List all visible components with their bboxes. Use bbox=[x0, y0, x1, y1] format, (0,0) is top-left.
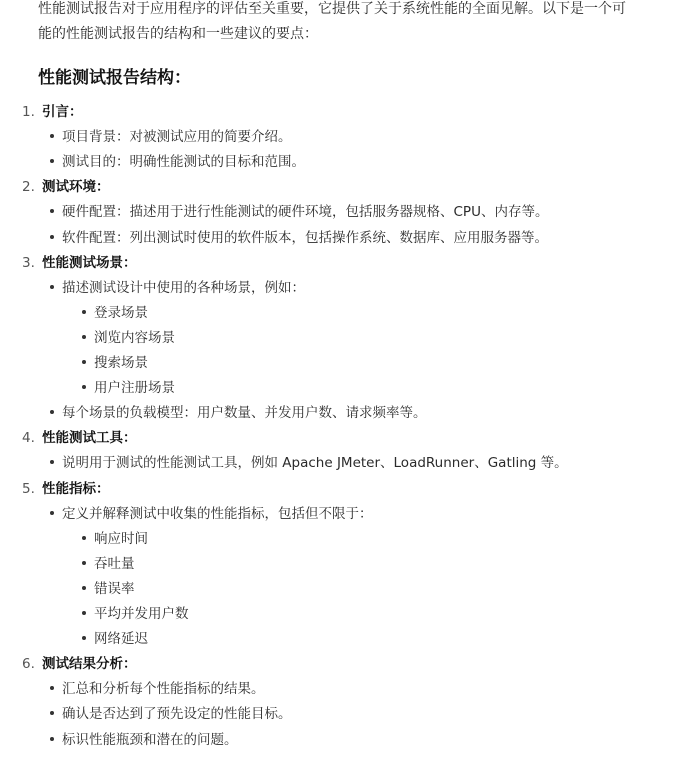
list-item-text: 每个场景的负载模型：用户数量、并发用户数、请求频率等。 bbox=[62, 405, 427, 422]
list-item-text: 软件配置：列出测试时使用的软件版本，包括操作系统、数据库、应用服务器等。 bbox=[62, 229, 548, 246]
list-item bbox=[0, 277, 680, 299]
list-subitem bbox=[0, 628, 680, 650]
list-number: 1. bbox=[22, 104, 35, 120]
list-subitem bbox=[0, 578, 680, 600]
list-number: 6. bbox=[22, 656, 35, 673]
list-item bbox=[0, 151, 680, 173]
list-item-text: 汇总和分析每个性能指标的结果。 bbox=[62, 681, 265, 698]
list-item-text: 项目背景：对被测试应用的简要介绍。 bbox=[62, 129, 292, 146]
list-item bbox=[0, 729, 680, 751]
list-subitem-text: 搜索场景 bbox=[94, 355, 148, 371]
list-item-text: 说明用于测试的性能测试工具，例如 Apache JMeter、LoadRunner、Gatling 等。 bbox=[62, 455, 568, 472]
section-title: 性能指标： bbox=[42, 480, 110, 497]
list-subitem-text: 用户注册场景 bbox=[94, 380, 175, 397]
section-title: 测试结果分析： bbox=[42, 656, 137, 673]
bullet-icon bbox=[82, 385, 86, 389]
bullet-icon bbox=[50, 511, 54, 515]
list-subitem bbox=[0, 603, 680, 625]
list-item-section bbox=[0, 101, 680, 123]
bullet-icon bbox=[50, 159, 54, 163]
list-number: 2. bbox=[22, 179, 35, 196]
list-item-section bbox=[0, 653, 680, 675]
bullet-icon bbox=[50, 134, 54, 138]
bullet-icon bbox=[82, 335, 86, 339]
list-item-section bbox=[0, 176, 680, 198]
list-subitem-text: 平均并发用户数 bbox=[94, 606, 189, 622]
bullet-icon bbox=[50, 285, 54, 289]
intro-paragraph: 性能测试报告对于应用程序的评估至关重要，它提供了关于系统性能的全面见解。以下是一个可能的性能测试报告的结构和一些建议的要点： bbox=[38, 1, 626, 42]
list-number: 3. bbox=[22, 254, 35, 271]
section-title: 性能测试工具： bbox=[42, 430, 137, 447]
list-subitem bbox=[0, 528, 680, 550]
bullet-icon bbox=[82, 536, 86, 540]
list-item-text: 定义并解释测试中收集的性能指标，包括但不限于： bbox=[62, 505, 373, 522]
list-item bbox=[0, 201, 680, 223]
bullet-icon bbox=[50, 209, 54, 213]
list-subitem-text: 浏览内容场景 bbox=[94, 329, 175, 346]
bullet-icon bbox=[82, 586, 86, 590]
list-item-section bbox=[0, 252, 680, 274]
list-item-section bbox=[0, 478, 680, 500]
bullet-icon bbox=[50, 737, 54, 741]
section-title: 测试环境： bbox=[42, 179, 110, 196]
list-subitem-text: 网络延迟 bbox=[94, 631, 148, 648]
list-item bbox=[0, 126, 680, 148]
section-title: 引言： bbox=[42, 104, 83, 120]
list-subitem bbox=[0, 553, 680, 575]
bullet-icon bbox=[82, 310, 86, 314]
section-heading: 性能测试报告结构： bbox=[38, 68, 191, 88]
list-subitem bbox=[0, 377, 680, 399]
list-item-text: 测试目的：明确性能测试的目标和范围。 bbox=[62, 154, 305, 171]
list-item-text: 硬件配置：描述用于进行性能测试的硬件环境，包括服务器规格、CPU、内存等。 bbox=[62, 204, 549, 221]
list-subitem-text: 登录场景 bbox=[94, 304, 148, 321]
list-subitem-text: 响应时间 bbox=[94, 530, 148, 547]
list-subitem-text: 吞吐量 bbox=[94, 555, 135, 572]
bullet-icon bbox=[50, 410, 54, 414]
list-item bbox=[0, 678, 680, 700]
list-item-text: 确认是否达到了预先设定的性能目标。 bbox=[62, 706, 292, 723]
list-item bbox=[0, 503, 680, 525]
bullet-icon bbox=[82, 561, 86, 565]
bullet-icon bbox=[50, 686, 54, 690]
list-subitem bbox=[0, 327, 680, 349]
list-subitem bbox=[0, 352, 680, 374]
bullet-icon bbox=[82, 611, 86, 615]
list-subitem bbox=[0, 302, 680, 324]
bullet-icon bbox=[82, 360, 86, 364]
list-item-section bbox=[0, 427, 680, 449]
list-item-text: 描述测试设计中使用的各种场景，例如： bbox=[62, 279, 305, 296]
list-item-text: 标识性能瓶颈和潜在的问题。 bbox=[62, 731, 238, 748]
bullet-icon bbox=[50, 235, 54, 239]
list-item bbox=[0, 452, 680, 474]
list-item bbox=[0, 227, 680, 249]
list-item bbox=[0, 703, 680, 725]
section-title: 性能测试场景： bbox=[42, 254, 137, 271]
list-subitem-text: 错误率 bbox=[94, 580, 135, 597]
bullet-icon bbox=[50, 460, 54, 464]
list-number: 5. bbox=[22, 480, 35, 497]
list-item bbox=[0, 402, 680, 424]
list-number: 4. bbox=[22, 430, 35, 447]
bullet-icon bbox=[82, 636, 86, 640]
bullet-icon bbox=[50, 711, 54, 715]
